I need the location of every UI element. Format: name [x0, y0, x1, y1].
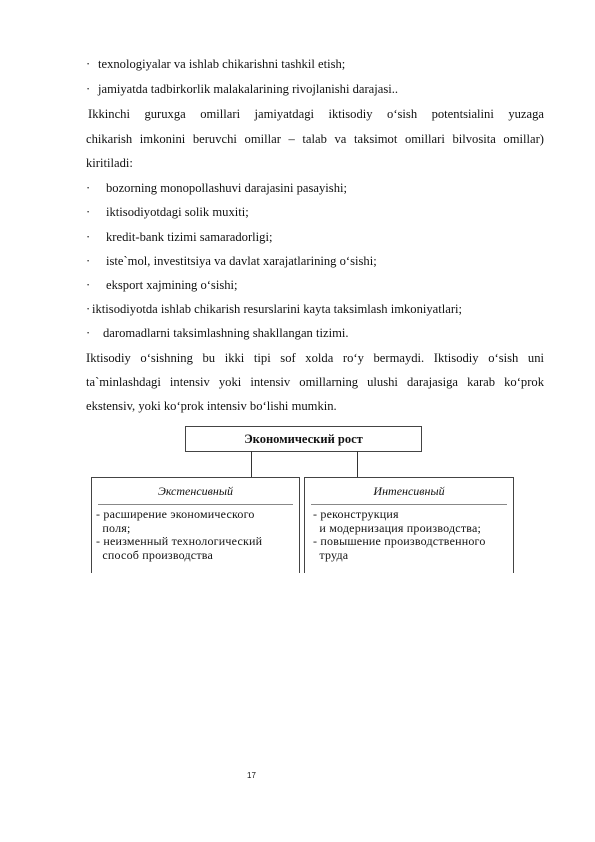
bullet-text: daromadlarni taksimlashning shakllangan tizimi.	[103, 326, 349, 340]
divider	[311, 504, 507, 505]
intensive-item: - повышение производственного	[313, 534, 486, 548]
intensive-item: труда	[313, 547, 349, 562]
bullet-text: eksport xajmining o‘sishi;	[106, 278, 238, 292]
page-number: 17	[247, 771, 256, 780]
connector-line	[251, 451, 252, 477]
bullet-marker: ·	[86, 278, 91, 292]
bullet-marker: ·	[86, 57, 91, 71]
bullet-text: bozorning monopollashuvi darajasini pasayishi;	[106, 181, 347, 195]
bullet-text: iktisodiyotda ishlab chikarish resurslarini kayta taksimlash imkoniyatlari;	[92, 302, 463, 316]
bullet-item	[86, 56, 345, 72]
bullet-text: kredit-bank tizimi samaradorligi;	[106, 230, 273, 244]
diagram-root-box: Экономический рост	[185, 426, 422, 452]
extensive-box	[91, 477, 300, 573]
paragraph-line: ekstensiv, yoki ko‘prok intensiv bo‘lishi mumkin.	[86, 399, 337, 413]
bullet-text: iste`mol, investitsiya va davlat xarajatlarining o‘sishi;	[106, 254, 377, 268]
extensive-item: - расширение экономического	[96, 507, 255, 521]
bullet-text: texnologiyalar va ishlab chikarishni tashkil etish;	[98, 57, 346, 71]
bullet-item	[86, 229, 272, 245]
extensive-item: поля;	[96, 520, 131, 535]
intensive-items	[313, 508, 486, 562]
bullet-text: jamiyatda tadbirkorlik malakalarining rivojlanishi darajasi..	[98, 82, 399, 96]
bullet-item	[86, 204, 249, 220]
connector-line	[357, 451, 358, 477]
paragraph-line: Iktisodiy o‘sishning bu ikki tipi sof xolda ro‘y bermaydi. Iktisodiy o‘sish uni	[86, 351, 544, 365]
bullet-marker: ·	[86, 205, 91, 219]
intensive-box	[304, 477, 514, 573]
bullet-marker: ·	[86, 181, 91, 195]
intensive-title: Интенсивный	[373, 484, 445, 498]
divider	[98, 504, 293, 505]
bullet-item	[86, 325, 349, 341]
bullet-item	[86, 180, 347, 196]
extensive-items	[96, 508, 262, 562]
bullet-marker: ·	[86, 230, 91, 244]
bullet-text: iktisodiyotdagi solik muxiti;	[106, 205, 249, 219]
extensive-item: - неизменный технологический	[96, 534, 263, 548]
bullet-marker: ·	[86, 302, 91, 316]
paragraph-line: kiritiladi:	[86, 156, 133, 170]
bullet-item	[86, 277, 238, 293]
bullet-item	[86, 81, 398, 97]
bullet-marker: ·	[86, 326, 91, 340]
intensive-item: - реконструкция	[313, 507, 399, 521]
bullet-item	[86, 253, 377, 269]
paragraph-line: chikarish imkonini beruvchi omillar – talab va taksimot omillari bilvosita omillar)	[86, 132, 544, 146]
extensive-item: способ производства	[96, 547, 214, 562]
bullet-marker: ·	[86, 82, 91, 96]
bullet-marker: ·	[86, 254, 91, 268]
extensive-title: Экстенсивный	[158, 484, 233, 498]
bullet-item	[86, 301, 462, 317]
intensive-item: и модернизация производства;	[313, 520, 482, 535]
paragraph-line: ta`minlashdagi intensiv yoki intensiv omillarning ulushi darajasiga karab ko‘prok	[86, 375, 544, 389]
paragraph-line: Ikkinchi guruxga omillari jamiyatdagi iktisodiy o‘sish potentsialini yuzaga	[88, 107, 544, 121]
